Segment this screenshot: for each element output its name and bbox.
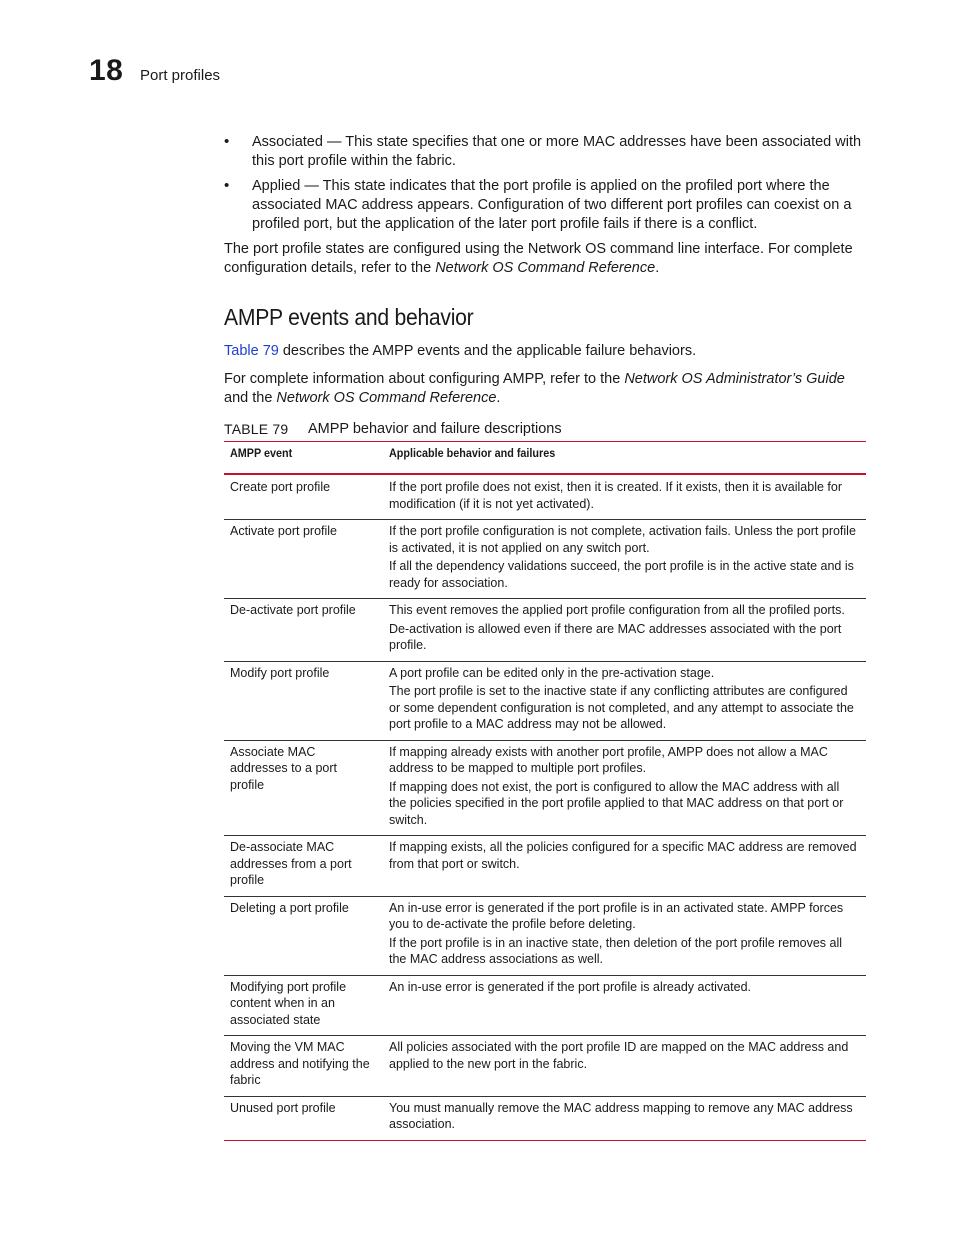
table-caption	[224, 421, 866, 437]
table-row	[224, 896, 866, 975]
table-row	[224, 836, 866, 897]
ampp-behavior-table	[224, 441, 866, 1141]
behavior-text: This event removes the applied port profile configuration from all the profiled ports.	[389, 603, 845, 617]
event-cell: De-activate port profile	[224, 599, 377, 662]
table-header-row	[224, 442, 866, 475]
section-heading: AMPP events and behavior	[224, 304, 474, 330]
main-content	[224, 133, 866, 1141]
behavior-cell	[377, 1036, 866, 1097]
event-cell: Deleting a port profile	[224, 896, 377, 975]
info-paragraph: For complete information about configuring AMPP, refer to the Network OS Administrator’s Guide and the Network OS Command Reference.	[224, 371, 845, 406]
behavior-text: If mapping already exists with another port profile, AMPP does not allow a MAC address to be mapped to multiple port profiles.	[389, 744, 828, 775]
behavior-text: If all the dependency validations succeed, the port profile is in the active state and is ready for association.	[389, 559, 854, 590]
behavior-text: De-activation is allowed even if there are MAC addresses associated with the port profile.	[389, 621, 842, 652]
event-cell: Associate MAC addresses to a port profile	[224, 740, 377, 836]
column-header: Applicable behavior and failures	[377, 442, 866, 475]
list-item: • Associated — This state specifies that one or more MAC addresses have been associated with this port profile within the fabric.	[224, 133, 862, 169]
event-cell: Modify port profile	[224, 661, 377, 740]
event-cell: De-associate MAC addresses from a port profile	[224, 836, 377, 897]
behavior-text: If mapping does not exist, the port is configured to allow the MAC address with all the policies specified in the port profile applied to that MAC address on that port or switch.	[389, 779, 844, 827]
table-row	[224, 520, 866, 599]
state-list	[224, 133, 866, 234]
table-link[interactable]: Table 79	[224, 343, 279, 359]
column-header: AMPP event	[224, 442, 377, 475]
behavior-cell	[377, 661, 866, 740]
behavior-text: A port profile can be edited only in the pre-activation stage.	[389, 665, 715, 680]
reference-title: Network OS Command Reference	[276, 390, 497, 406]
table-row	[224, 1096, 866, 1140]
table-row	[224, 599, 866, 662]
table-row	[224, 1036, 866, 1097]
table-row	[224, 474, 866, 520]
event-cell: Activate port profile	[224, 520, 377, 599]
behavior-cell	[377, 1096, 866, 1140]
behavior-text: An in-use error is generated if the port profile is in an activated state. AMPP forces you to de-activate the profile before deleting.	[389, 900, 844, 931]
event-cell: Modifying port profile content when in an associated state	[224, 975, 377, 1036]
behavior-cell	[377, 599, 866, 662]
table-row	[224, 975, 866, 1036]
bullet-icon: •	[224, 177, 230, 194]
behavior-text: If the port profile does not exist, then it is created. If it exists, then it is available for modification (if it is not yet activated).	[389, 480, 843, 511]
event-cell: Moving the VM MAC address and notifying the fabric	[224, 1036, 377, 1097]
page-header	[89, 54, 220, 88]
behavior-cell	[377, 836, 866, 897]
behavior-cell	[377, 975, 866, 1036]
behavior-text: All policies associated with the port profile ID are mapped on the MAC address and applied to the new port in the fabric.	[389, 1040, 849, 1071]
behavior-text: The port profile is set to the inactive state if any conflicting attributes are configured or some dependent configuration is not completed, and any attempt to associate the port profile to a MAC address may not be allowed.	[389, 684, 854, 731]
reference-title: Network OS Command Reference	[435, 260, 656, 276]
behavior-text: If mapping exists, all the policies configured for a specific MAC address are removed from that port or switch.	[389, 840, 857, 871]
behavior-cell	[377, 740, 866, 836]
reference-title: Network OS Administrator’s Guide	[624, 371, 845, 387]
table-title: AMPP behavior and failure descriptions	[308, 421, 562, 437]
bullet-icon: •	[224, 133, 230, 150]
table-row	[224, 740, 866, 836]
chapter-number: 18	[89, 54, 124, 87]
chapter-title: Port profiles	[140, 67, 221, 84]
behavior-text: If the port profile is in an inactive state, then deletion of the port profile removes all the MAC address associations as well.	[389, 935, 843, 966]
event-cell: Unused port profile	[224, 1096, 377, 1140]
behavior-cell	[377, 474, 866, 520]
table-number: TABLE 79	[224, 421, 289, 437]
behavior-cell	[377, 520, 866, 599]
behavior-text: If the port profile configuration is not complete, activation fails. Unless the port profile is activated, it is not applied on any switch port.	[389, 524, 856, 555]
table-reference-paragraph: Table 79 describes the AMPP events and the applicable failure behaviors.	[224, 343, 697, 359]
intro-paragraph: The port profile states are configured using the Network OS command line interface. For complete configuration details, refer to the Network OS Command Reference.	[224, 241, 853, 276]
list-item: • Applied — This state indicates that the port profile is applied on the profiled port where the associated MAC address appears. Configuration of two different port profiles can coexist on a profiled port, but the application of the later port profile fails if there is a conflict.	[224, 177, 852, 232]
table-row	[224, 661, 866, 740]
behavior-text: An in-use error is generated if the port profile is already activated.	[389, 979, 751, 994]
event-cell: Create port profile	[224, 474, 377, 520]
behavior-cell	[377, 896, 866, 975]
behavior-text: You must manually remove the MAC address mapping to remove any MAC address association.	[389, 1100, 853, 1131]
